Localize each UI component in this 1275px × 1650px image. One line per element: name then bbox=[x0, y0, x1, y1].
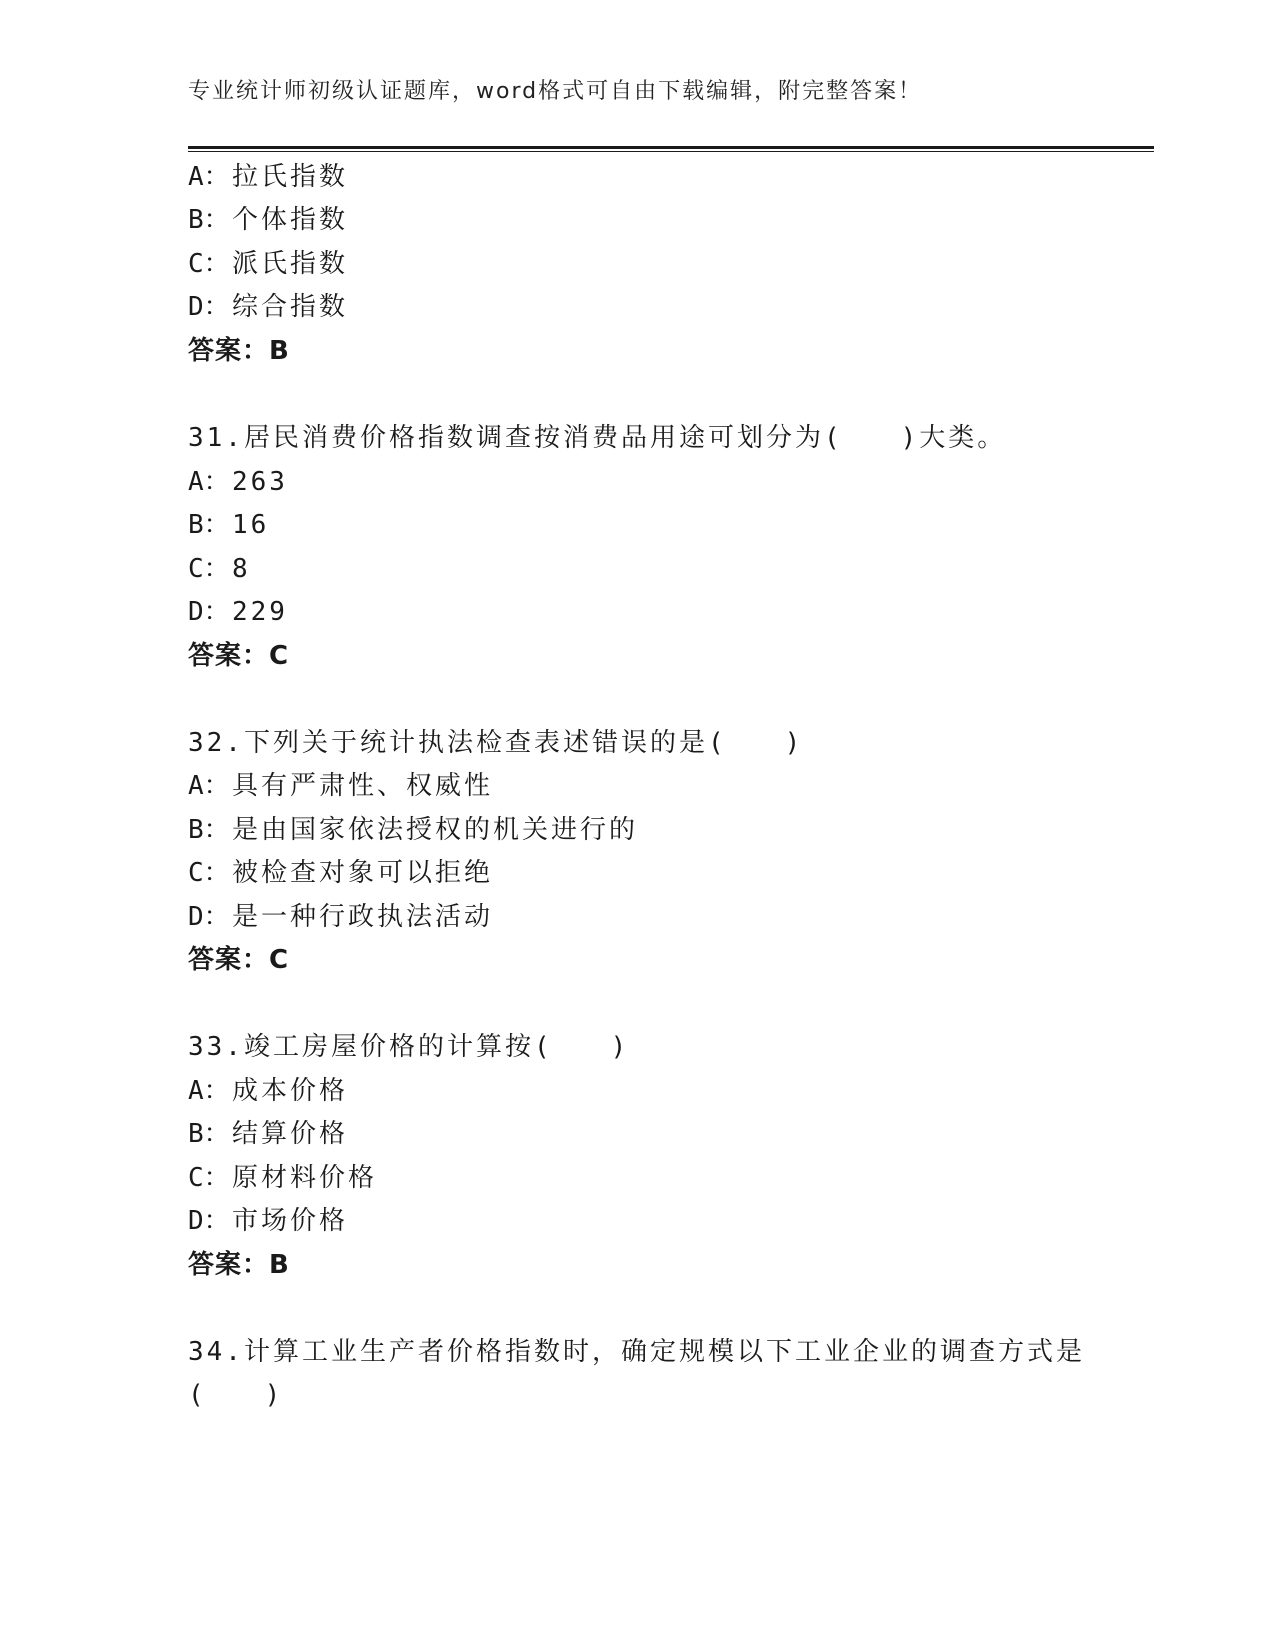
option-c: C：8 bbox=[188, 554, 251, 584]
option-d: D：229 bbox=[188, 597, 288, 627]
question-33-stem: 33.竣工房屋价格的计算按( ) bbox=[188, 1032, 630, 1062]
option-a: A：成本价格 bbox=[188, 1076, 349, 1106]
option-d: D：市场价格 bbox=[188, 1206, 349, 1236]
option-a: A：具有严肃性、权威性 bbox=[188, 771, 494, 801]
answer: 答案：B bbox=[188, 1250, 290, 1280]
option-b: B：个体指数 bbox=[188, 205, 349, 235]
option-a: A：263 bbox=[188, 467, 288, 497]
option-d: D：综合指数 bbox=[188, 292, 349, 322]
option-c: C：派氏指数 bbox=[188, 249, 349, 279]
option-c: C：原材料价格 bbox=[188, 1163, 378, 1193]
answer: 答案：B bbox=[188, 336, 290, 366]
answer: 答案：C bbox=[188, 945, 290, 975]
option-d: D：是一种行政执法活动 bbox=[188, 902, 494, 932]
header-rule-thin bbox=[188, 151, 1154, 152]
option-b: B：是由国家依法授权的机关进行的 bbox=[188, 815, 639, 845]
question-34-stem-line1: 34.计算工业生产者价格指数时，确定规模以下工业企业的调查方式是 bbox=[188, 1337, 1085, 1367]
question-32-stem: 32.下列关于统计执法检查表述错误的是( ) bbox=[188, 728, 804, 758]
question-31-stem: 31.居民消费价格指数调查按消费品用途可划分为( )大类。 bbox=[188, 423, 1007, 453]
header-rule-thick bbox=[188, 146, 1154, 149]
option-c: C：被检查对象可以拒绝 bbox=[188, 858, 494, 888]
option-b: B：16 bbox=[188, 510, 270, 540]
option-a: A：拉氏指数 bbox=[188, 162, 349, 192]
page-header: 专业统计师初级认证题库，word格式可自由下载编辑，附完整答案！ bbox=[188, 79, 923, 104]
option-b: B：结算价格 bbox=[188, 1119, 349, 1149]
answer: 答案：C bbox=[188, 641, 290, 671]
question-34-stem-line2: ( ) bbox=[188, 1380, 284, 1410]
